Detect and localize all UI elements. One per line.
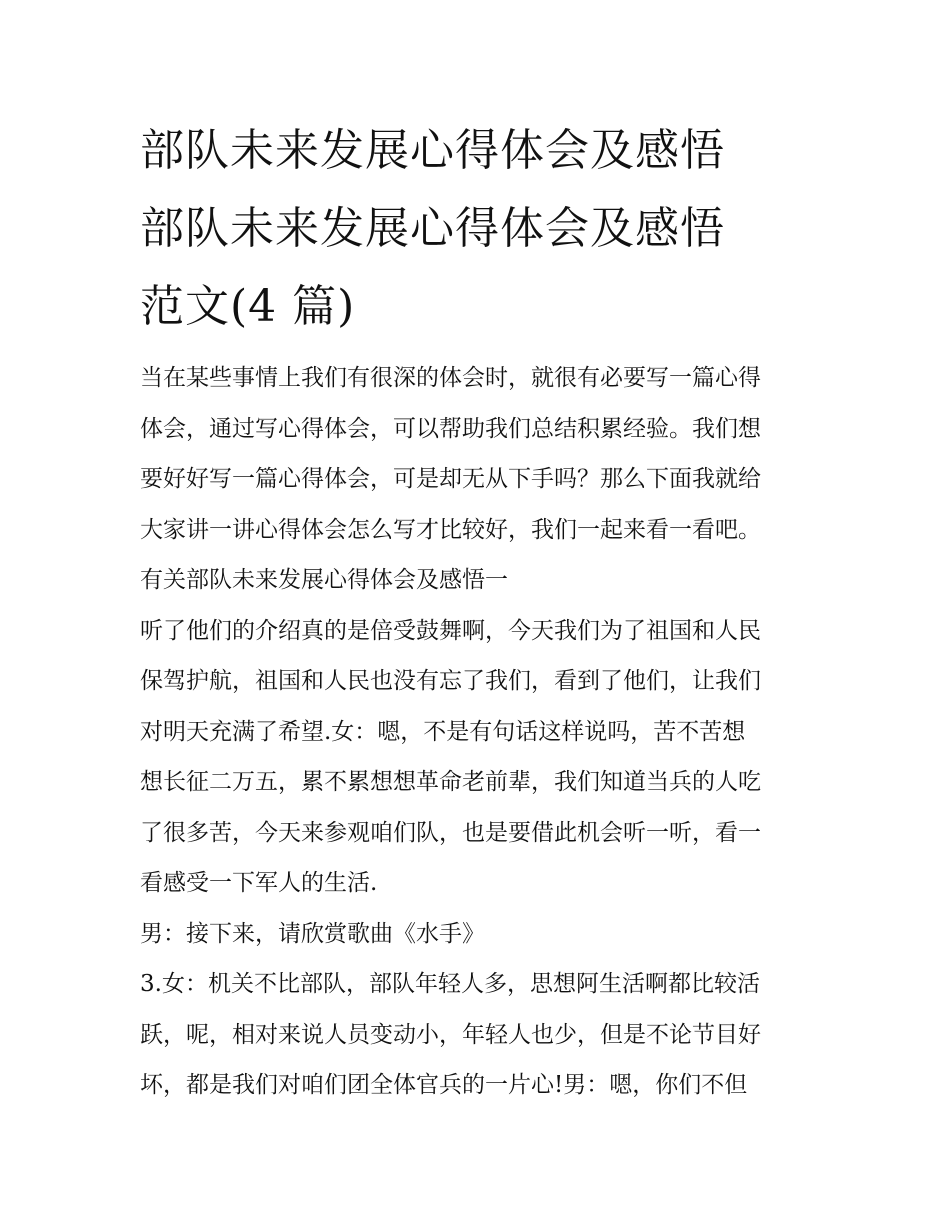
text-line: 要好好写一篇心得体会，可是却无从下手吗？那么下面我就给 (140, 466, 761, 492)
text-line: 对明天充满了希望.女：嗯，不是有句话这样说吗，苦不苦想 (140, 718, 746, 745)
text-line: 保驾护航，祖国和人民也没有忘了我们，看到了他们，让我们 (140, 668, 761, 694)
text-line: 体会，通过写心得体会，可以帮助我们总结积累经验。我们想 (140, 415, 761, 442)
text-line: 3.女：机关不比部队，部队年轻人多，思想阿生活啊都比较活 (140, 971, 760, 997)
document-body (140, 353, 820, 1111)
text-line: 看感受一下军人的生活. (140, 870, 378, 896)
text-line: 男：接下来，请欣赏歌曲《水手》 (140, 920, 485, 947)
title-line: 部队未来发展心得体会及感悟 (140, 203, 725, 254)
section-heading (140, 555, 820, 606)
body-paragraph (140, 959, 820, 1111)
document-title (140, 112, 820, 346)
text-line: 坏，都是我们对咱们团全体官兵的一片心!男：嗯，你们不但 (140, 1072, 748, 1098)
text-line: 有关部队未来发展心得体会及感悟一 (140, 567, 508, 593)
text-line: 了很多苦，今天来参观咱们队，也是要借此机会听一听，看一 (140, 819, 761, 846)
title-line: 范文(4 篇) (140, 281, 356, 332)
text-line: 大家讲一讲心得体会怎么写才比较好，我们一起来看一看吧。 (140, 516, 761, 543)
text-line: 听了他们的介绍真的是倍受鼓舞啊，今天我们为了祖国和人民 (140, 617, 761, 644)
text-line: 想长征二万五，累不累想想革命老前辈，我们知道当兵的人吃 (140, 769, 761, 795)
body-paragraph (140, 909, 820, 960)
title-line: 部队未来发展心得体会及感悟 (140, 125, 725, 176)
intro-paragraph (140, 353, 820, 555)
text-line: 当在某些事情上我们有很深的体会时，就很有必要写一篇心得 (140, 365, 761, 391)
body-paragraph (140, 606, 820, 909)
text-line: 跃，呢，相对来说人员变动小，年轻人也少，但是不论节目好 (140, 1021, 761, 1048)
